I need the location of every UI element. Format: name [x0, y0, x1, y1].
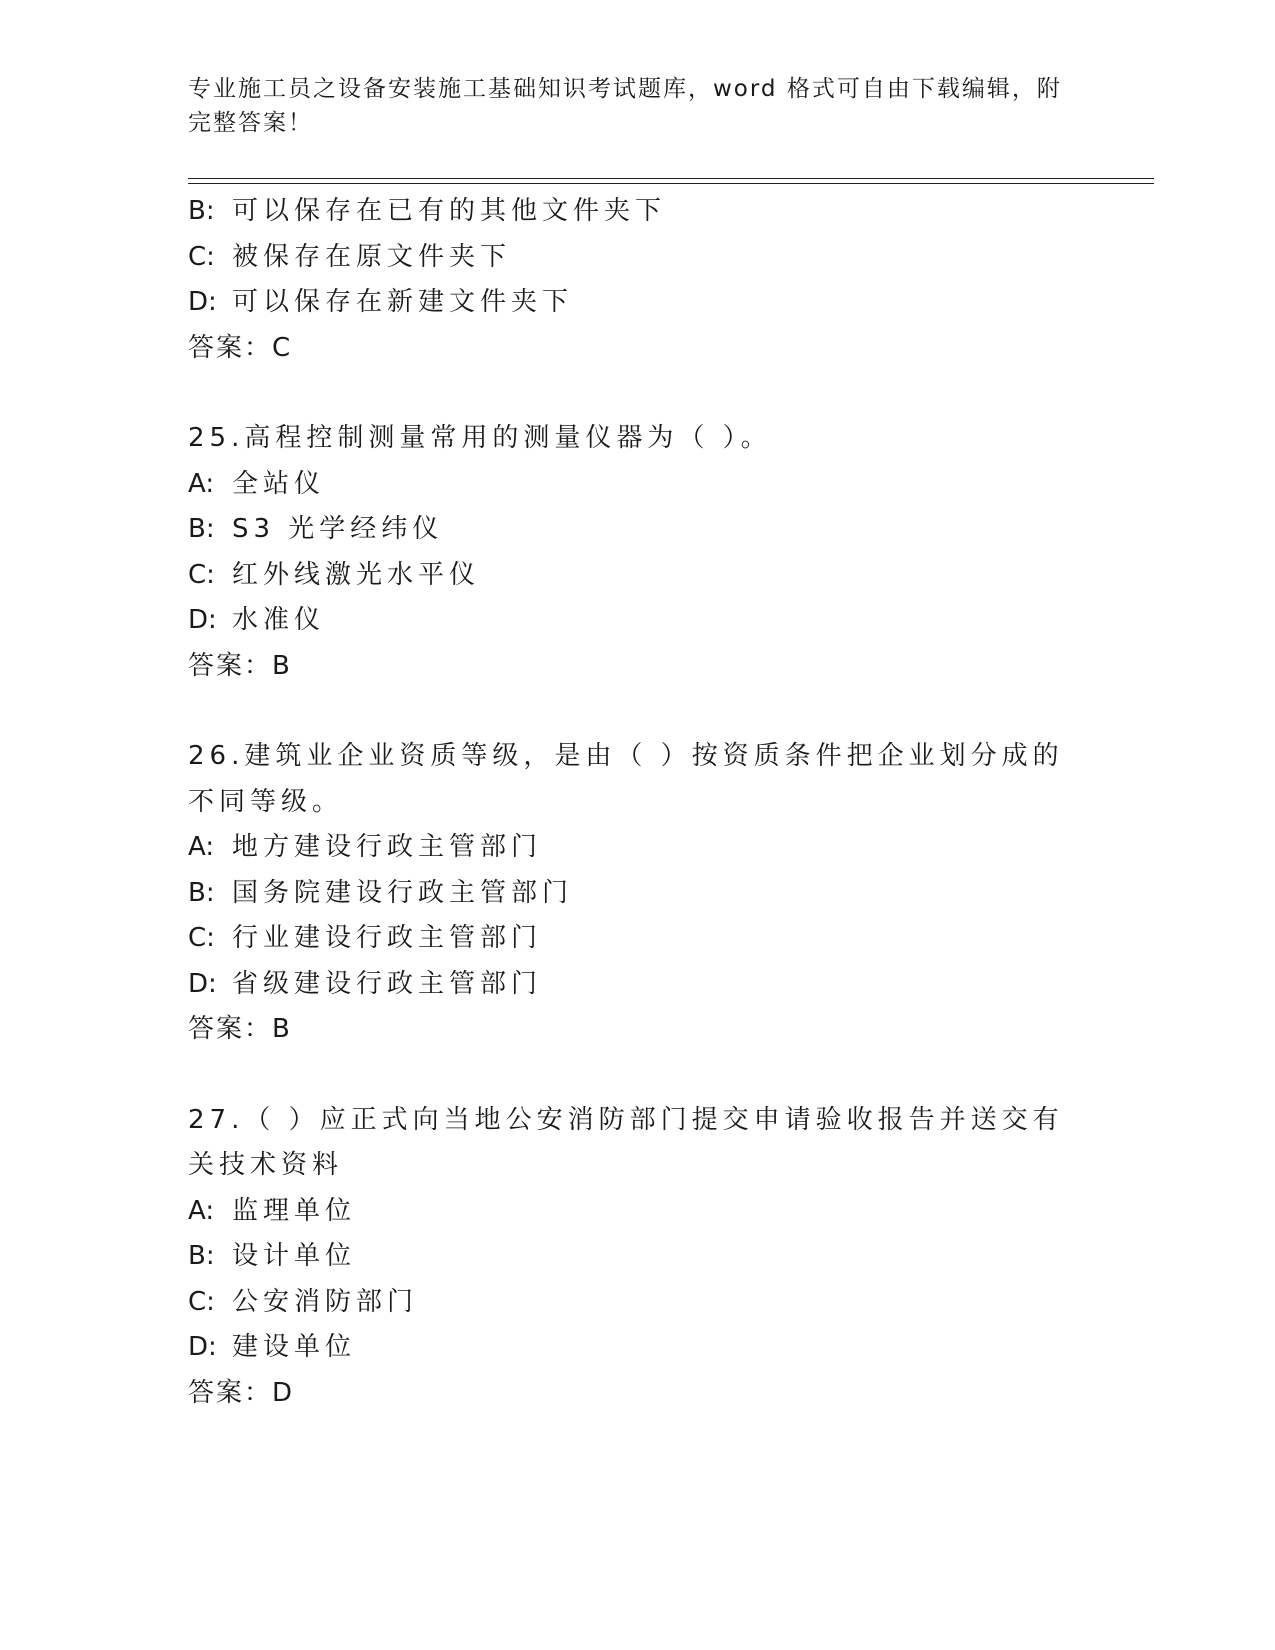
option-item — [188, 462, 1068, 508]
answer-line: 答案：B — [188, 650, 292, 681]
option-key: C: — [188, 559, 215, 590]
option-item — [188, 871, 1068, 917]
option-key: B: — [188, 877, 215, 908]
option-item — [188, 280, 1068, 326]
option-text: 红外线激光水平仪 — [232, 559, 481, 590]
option-item — [188, 825, 1068, 871]
option-key: D: — [188, 605, 217, 635]
option-item — [188, 962, 1068, 1008]
option-key: C: — [188, 1286, 215, 1317]
option-item — [188, 1189, 1068, 1235]
option-item — [188, 916, 1068, 962]
document-header: 专业施工员之设备安装施工基础知识考试题库，word 格式可自由下载编辑，附完整答案！ — [188, 76, 1062, 136]
option-text: 行业建设行政主管部门 — [232, 923, 543, 953]
option-key: A: — [188, 1195, 215, 1226]
question-stem: 27.（ ）应正式向当地公安消防部门提交申请验收报告并送交有关技术资料 — [188, 1104, 1064, 1180]
option-item — [188, 598, 1068, 644]
option-item — [188, 1234, 1068, 1280]
option-key: D: — [188, 287, 217, 317]
option-key: B: — [188, 196, 215, 226]
option-item — [188, 189, 1068, 235]
option-text: 可以保存在新建文件夹下 — [232, 287, 574, 317]
question-26 — [188, 734, 1068, 1053]
option-text: 设计单位 — [232, 1241, 357, 1271]
option-text: 地方建设行政主管部门 — [232, 832, 543, 862]
option-item — [188, 235, 1068, 281]
question-25 — [188, 416, 1068, 689]
question-stem: 25.高程控制测量常用的测量仪器为（ ）。 — [188, 423, 772, 453]
option-text: 被保存在原文件夹下 — [232, 241, 512, 272]
question-27 — [188, 1098, 1068, 1417]
question-list — [188, 189, 1068, 1416]
header-divider-bottom — [188, 183, 1154, 184]
option-text: 国务院建设行政主管部门 — [232, 877, 574, 908]
option-key: C: — [188, 923, 215, 953]
answer-line: 答案：C — [188, 332, 293, 363]
option-key: A: — [188, 468, 215, 499]
option-text: 水准仪 — [232, 605, 326, 635]
option-key: A: — [188, 832, 215, 862]
option-item — [188, 507, 1068, 553]
option-text: 全站仪 — [232, 468, 326, 499]
option-key: D: — [188, 968, 217, 999]
option-item — [188, 1325, 1068, 1371]
option-key: D: — [188, 1332, 217, 1362]
option-text: 建设单位 — [232, 1332, 357, 1362]
option-text: 省级建设行政主管部门 — [232, 968, 543, 999]
option-text: 可以保存在已有的其他文件夹下 — [232, 196, 667, 226]
option-text: S3 光学经纬仪 — [232, 514, 444, 544]
partial-question — [188, 189, 1068, 371]
option-item — [188, 1280, 1068, 1326]
option-text: 公安消防部门 — [232, 1286, 419, 1317]
option-text: 监理单位 — [232, 1195, 357, 1226]
option-key: B: — [188, 1241, 215, 1271]
header-divider-top — [188, 178, 1154, 179]
question-stem: 26.建筑业企业资质等级，是由（ ）按资质条件把企业划分成的不同等级。 — [188, 741, 1064, 817]
option-key: C: — [188, 241, 215, 272]
option-item — [188, 553, 1068, 599]
answer-line: 答案：B — [188, 1014, 292, 1044]
option-key: B: — [188, 514, 215, 544]
answer-line: 答案：D — [188, 1377, 295, 1408]
